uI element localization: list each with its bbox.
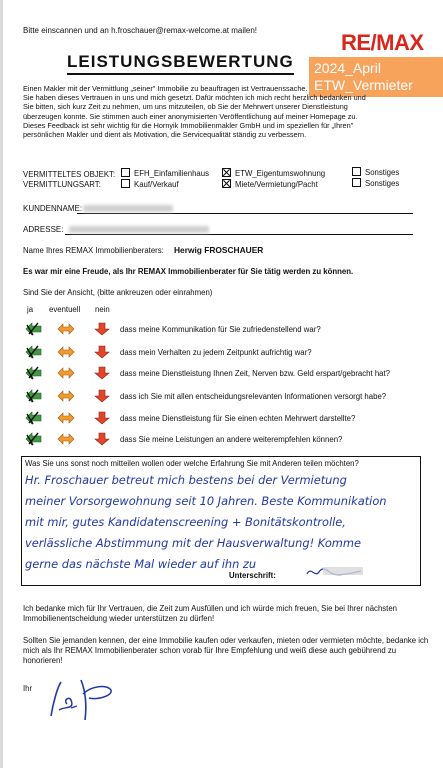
answer-ja-icon[interactable] [25,389,43,403]
checkbox-etw-checked[interactable] [222,168,231,177]
handwritten-line: meiner Vorsorgewohnung seit 10 Jahren. Beste Kommunikation [25,494,387,508]
col-eventuell: eventuell [49,305,81,314]
intro-line: Einen Makler mit der Vermittlung „seiner" Immobilie zu beauftragen ist Vertrauenssache. [23,84,308,93]
checkbox-sonstiges-2[interactable] [352,178,361,187]
col-nein: nein [95,305,110,314]
answer-eventuell-icon[interactable] [57,345,75,359]
kundenname-label: KUNDENNAME: [23,204,83,213]
closing-paragraph-2: Sollten Sie jemanden kennen, der eine Immobilie kaufen oder verkaufen, mieten oder vermieten möchte, bedanke ich mich als Ihr REMAX Immobilienberater schon vorab für Ihre Empfehlung und weiß diese auch gebührend zu honorieren! [23,636,429,665]
type-label: VERMITTLUNGSART: [23,180,101,189]
checkbox-efh[interactable] [121,168,130,177]
answer-ja-icon[interactable] [25,411,43,425]
customer-signature [305,564,365,580]
scan-instruction: Bitte einscannen und an h.froschauer@remax-welcome.at mailen! [23,26,258,35]
option-sonstiges-1: Sonstiges [365,168,400,177]
answer-eventuell-icon[interactable] [57,432,75,446]
unterschrift-label: Unterschrift: [229,571,276,580]
survey-question: dass meine Dienstleistung Ihnen Zeit, Nerven bzw. Geld erspart/gebracht hat? [120,369,391,378]
option-efh: EFH_Einfamilienhaus [134,169,209,178]
adresse-line [65,234,413,235]
handwritten-feedback [25,470,421,575]
berater-label: Name Ihres REMAX Immobilienberaters: [23,246,164,255]
badge-line-1: 2024_April [314,60,381,76]
adresse-label: ADRESSE: [23,225,64,234]
answer-ja-icon[interactable] [25,432,43,446]
option-etw: ETW_Eigentumswohnung [235,169,326,178]
survey-prompt: Sind Sie der Ansicht, (bitte ankreuzen oder einrahmen) [23,288,213,297]
survey-question: dass Sie meine Leistungen an andere weiterempfehlen können? [120,435,343,444]
freude-text: Es war mir eine Freude, als Ihr REMAX Immobilienberater für Sie tätig werden zu können. [23,267,354,276]
intro-line: Sie haben dieses Vertrauen in uns und mich gesetzt. Dafür möchten ich mich recht herzlich bedanken und [23,93,366,103]
badge-line-2: ETW_Vermieter [314,77,413,93]
answer-nein-icon[interactable] [93,411,111,425]
option-sonstiges-2: Sonstiges [365,179,400,188]
option-miete: Miete/Vermietung/Pacht [235,180,318,189]
survey-question: dass ich Sie mit allen entscheidungsrelevanten Informationen versorgt habe? [120,392,387,401]
berater-name: Herwig FROSCHAUER [174,245,264,255]
answer-eventuell-icon[interactable] [57,366,75,380]
redacted-address [69,226,209,233]
handwritten-line: gerne das nächste Mal wieder auf ihn zu [25,557,257,571]
survey-question: dass meine Kommunikation für Sie zufriedenstellend war? [120,325,321,334]
page-title: LEISTUNGSBEWERTUNG [67,52,294,75]
answer-nein-icon[interactable] [93,389,111,403]
answer-nein-icon[interactable] [93,366,111,380]
intro-line: Sie bitten, sich kurz Zeit zu nehmen, um uns mitzuteilen, ob Sie der Mehrwert unserer Dienstleistung [23,102,348,112]
answer-nein-icon[interactable] [93,345,111,359]
col-ja: ja [27,305,34,314]
answer-eventuell-icon[interactable] [57,389,75,403]
closing-paragraph-1: Ich bedanke mich für Ihr Vertrauen, die Zeit zum Ausfüllen und ich würde mich freuen, Sie bei Ihrer nächsten Immobilienentscheidung wieder unterstützen zu dürfen! [23,604,398,623]
kundenname-line [77,213,413,214]
option-kauf: Kauf/Verkauf [134,180,179,189]
logo-text: RE/MAX [341,30,424,54]
answer-nein-icon[interactable] [93,322,111,336]
handwritten-line: Hr. Froschauer betreut mich bestens bei der Vermietung [25,473,347,487]
intro-line: Dieses Feedback ist sehr wichtig für die Hornyik Immobilienmakler GmbH und im speziellen für „Ihren" [23,120,354,130]
checkbox-miete-checked[interactable] [222,179,231,188]
answer-nein-icon[interactable] [93,432,111,446]
intro-text [23,84,423,139]
answer-eventuell-icon[interactable] [57,322,75,336]
handwritten-line: mit mir, gutes Kandidatenscreening + Bonitätskontrolle, [25,515,346,529]
redacted-name [83,205,173,212]
handwritten-line: verlässliche Abstimmung mit der Hausverwaltung! Komme [25,536,361,550]
object-label: VERMITTELTES OBJEKT: [23,170,116,179]
answer-ja-icon[interactable] [25,366,43,380]
ihr-text: Ihr [23,684,33,693]
survey-question: dass meine Dienstleistung für Sie einen echten Mehrwert darstellte? [120,414,356,423]
intro-line: überzeugen konnte. Sie stimmen auch einer anonymisierten Veröffentlichung auf meiner Homepage zu. [23,111,358,121]
checkbox-kauf[interactable] [121,179,130,188]
survey-question: dass mein Verhalten zu jedem Zeitpunkt aufrichtig war? [120,348,312,357]
intro-line: persönlichen Makler und dient als Motivation, die Servicequalität ständig zu verbessern. [23,130,307,140]
checkbox-sonstiges-1[interactable] [352,167,361,176]
feedback-question: Was Sie uns sonst noch mitteilen wollen oder welche Erfahrung Sie mit Anderen teilen möchten? [25,459,359,468]
answer-eventuell-icon[interactable] [57,411,75,425]
answer-ja-icon[interactable] [25,322,43,336]
remax-logo [339,30,443,54]
advisor-signature [41,676,131,724]
answer-ja-icon[interactable] [25,345,43,359]
